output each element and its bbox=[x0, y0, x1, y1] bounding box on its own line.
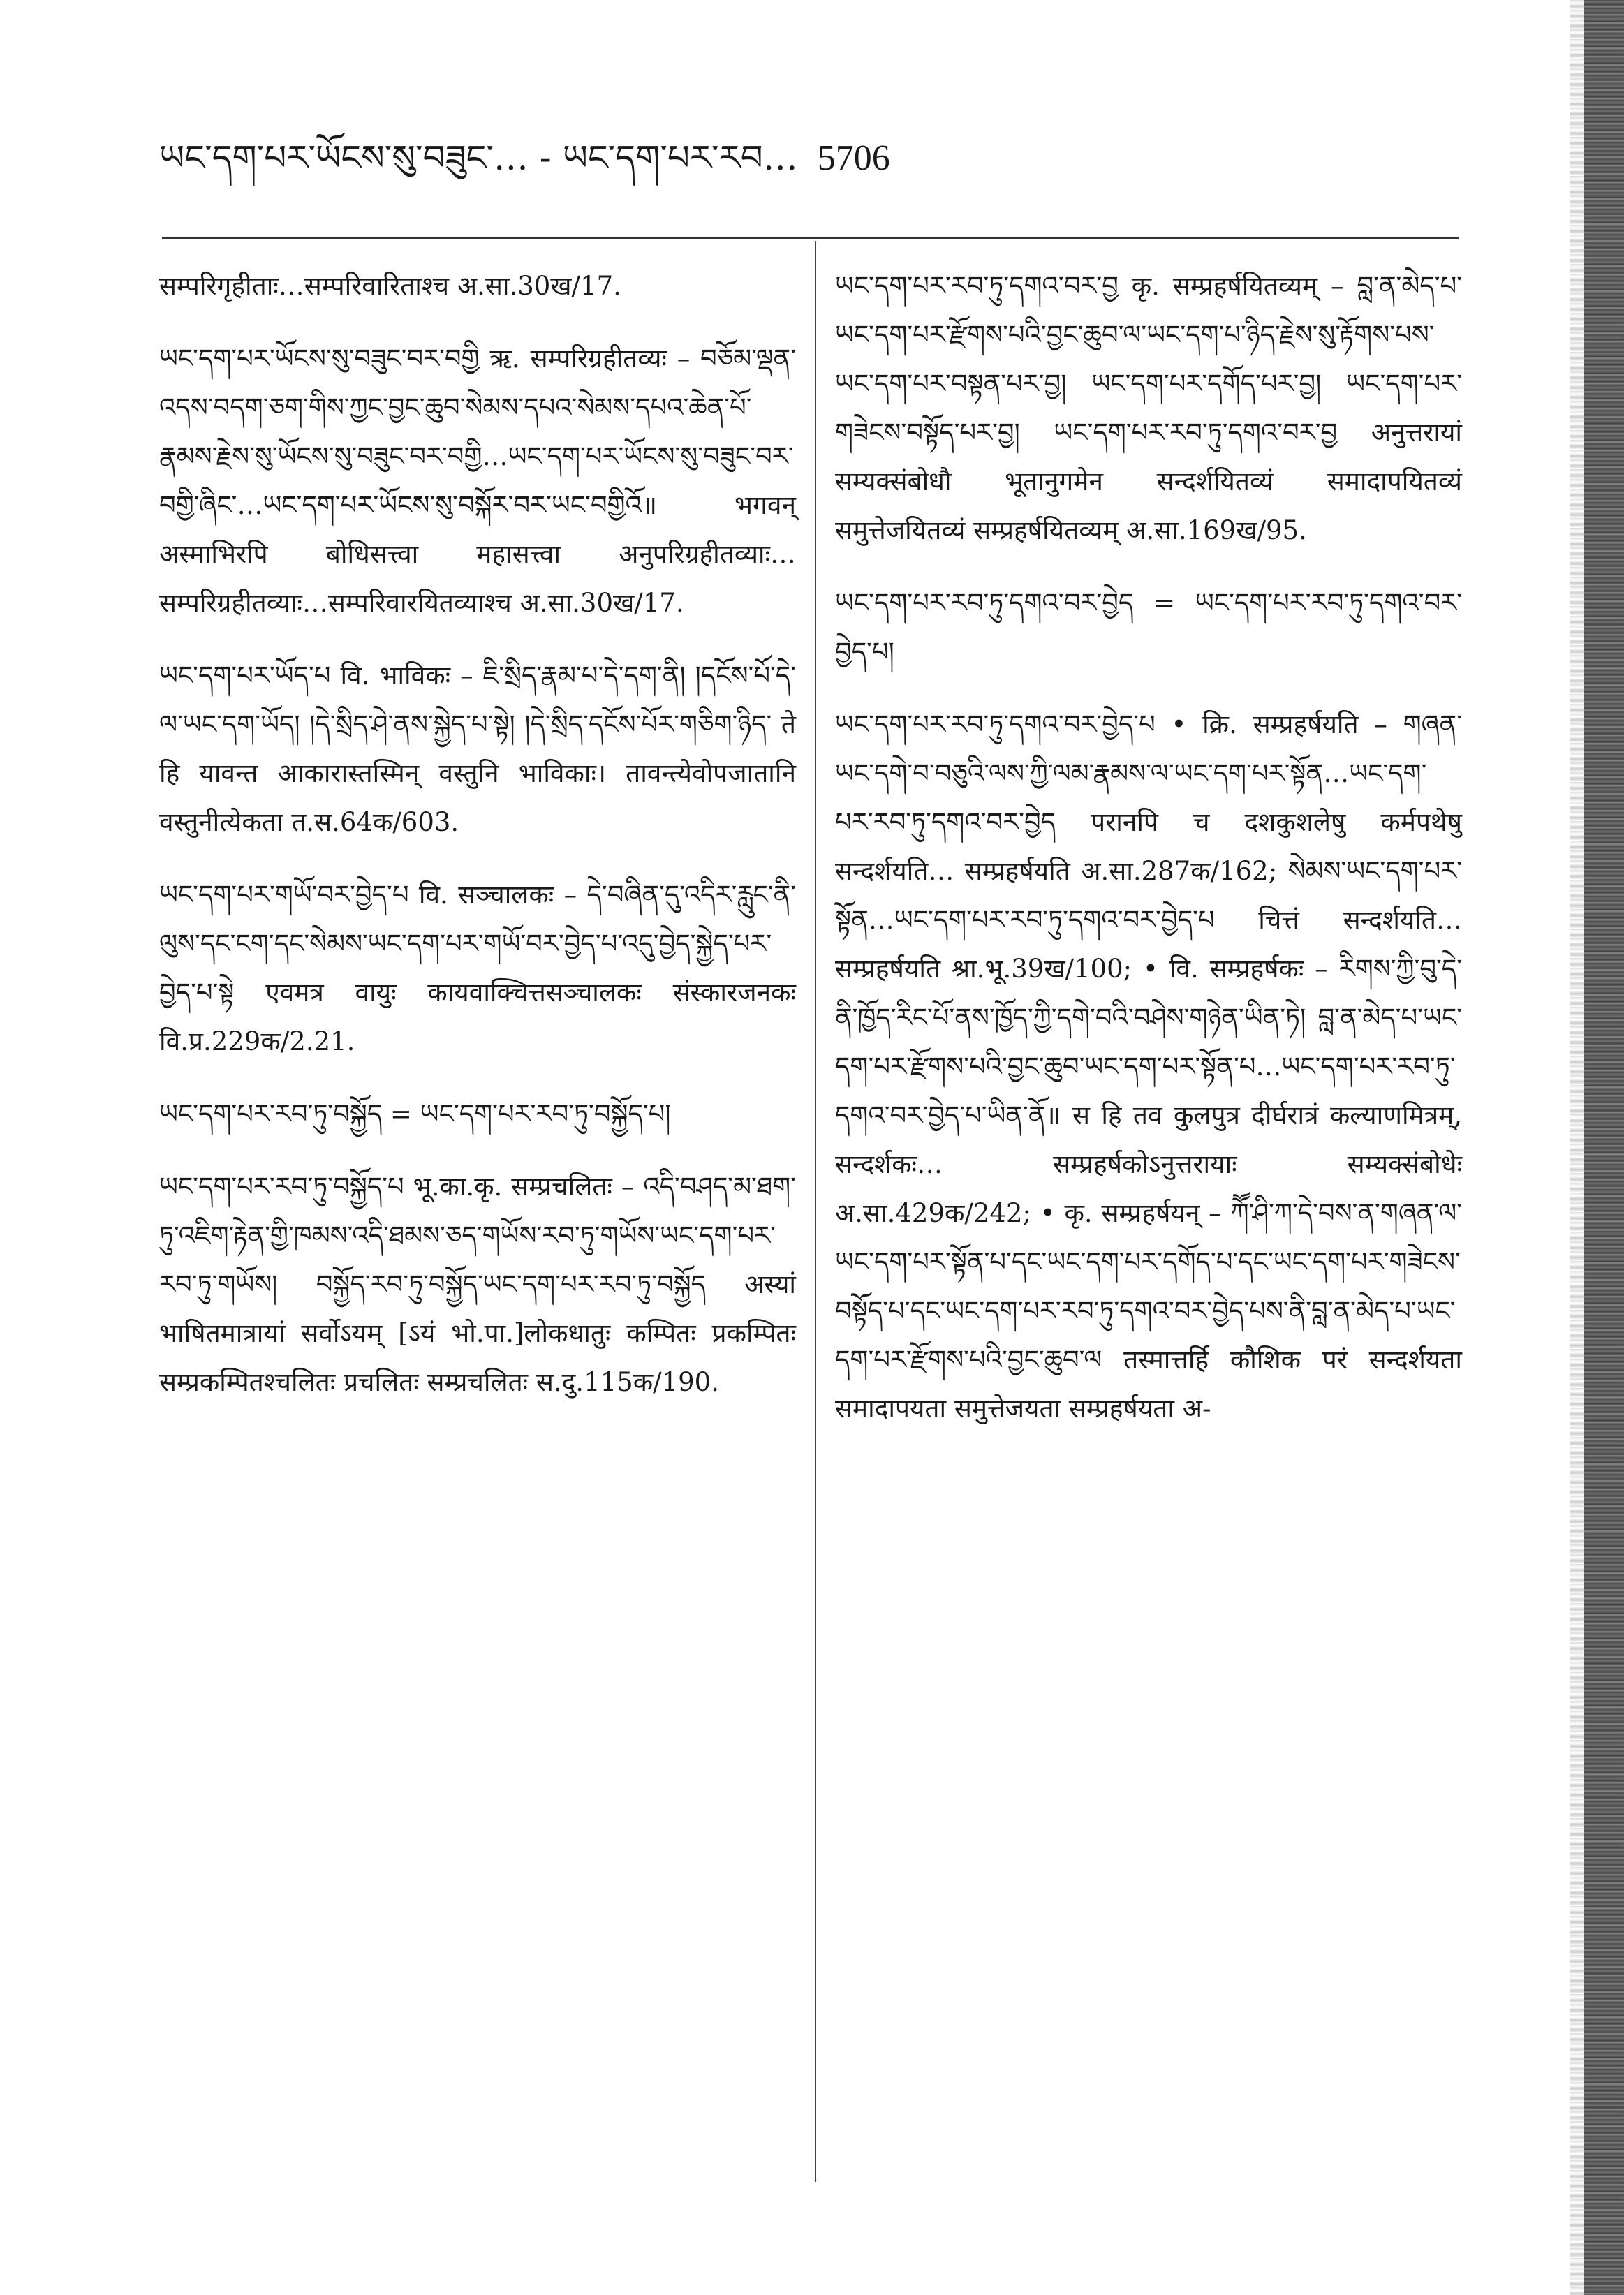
dictionary-entry: ཡང་དག་པར་ཡོད་པ वि. भाविकः – ཇི་སྲིད་རྣམ་པ་དེ་དག་ནི། །དངོས་པོ་དེ་ལ་ཡང་དག་ཡོད། །དེ་སྲིད་ཤེ་ནས་སྐྱེད་པ་སྟེ། །དེ་སྲིད་དངོས་པོར་གཅིག་ཉིད་ ते हि यावन्त आकारास्तस्मिन् वस्तुनि भाविकाः। तावन्त्येवोपजातानि वस्तुनीत्येकता त.स.64क/603. bbox=[159, 661, 796, 837]
right-column bbox=[835, 262, 1462, 1457]
dictionary-entry: ཡང་དག་པར་རབ་ཏུ་དགའ་བར་བྱེད = ཡང་དག་པར་རབ་ཏུ་དགའ་བར་བྱེད་པ། bbox=[835, 588, 1462, 667]
dictionary-entry: ཡང་དག་པར་རབ་ཏུ་དགའ་བར་བྱེད་པ • क्रि. सम्प्रहर्षयति – གཞན་ཡང་དགེ་བ་བཅུའི་ལས་ཀྱི་ལམ་རྣམས་ལ་ཡང་དག་པར་སྟོན…ཡང་དག་པར་རབ་ཏུ་དགའ་བར་བྱེད परानपि च दशकुशलेषु कर्मपथेषु सन्दर्शयति… सम्प्रहर्षयति अ.सा.287क/162; སེམས་ཡང་དག་པར་སྟོན…ཡང་དག་པར་རབ་ཏུ་དགའ་བར་བྱེད་པ चित्तं सन्दर्शयति… सम्प्रहर्षयति श्रा.भू.39ख/100; • वि. सम्प्रहर्षकः – རིགས་ཀྱི་བུ་དེ་ནི་ཁྱོད་རིང་པོ་ནས་ཁྱོད་ཀྱི་དགེ་བའི་བཤེས་གཉེན་ཡིན་ཏེ། བླ་ན་མེད་པ་ཡང་དག་པར་རྫོགས་པའི་བྱང་ཆུབ་ཡང་དག་པར་སྟོན་པ…ཡང་དག་པར་རབ་ཏུ་དགའ་བར་བྱེད་པ་ཡིན་ནོ॥ स हि तव कुलपुत्र दीर्घरात्रं कल्याणमित्रम्, सन्दर्शकः… सम्प्रहर्षकोऽनुत्तरायाः सम्यक्संबोधेः अ.सा.429क/242; • कृ. सम्प्रहर्षयन् – ཀཽ་ཤི་ཀ་དེ་བས་ན་གཞན་ལ་ཡང་དག་པར་སྟོན་པ་དང་ཡང་དག་པར་དགོད་པ་དང་ཡང་དག་པར་གཟེངས་བསྟོད་པ་དང་ཡང་དག་པར་རབ་ཏུ་དགའ་བར་བྱེད་པས་ནི་བླ་ན་མེད་པ་ཡང་དག་པར་རྫོགས་པའི་བྱང་ཆུབ་ལ तस्मात्तर्हि कौशिक परं सन्दर्शयता समादापयता समुत्तेजयता सम्प्रहर्षयता अ- bbox=[835, 709, 1462, 1424]
dictionary-entry: ཡང་དག་པར་ཡོངས་སུ་བཟུང་བར་བགྱི ऋ. सम्परिग्रहीतव्यः – བཅོམ་ལྡན་འདས་བདག་ཅག་གིས་ཀྱང་བྱང་ཆུབ་སེམས་དཔའ་སེམས་དཔའ་ཆེན་པོ་རྣམས་རྗེས་སུ་ཡོངས་སུ་བཟུང་བར་བགྱི…ཡང་དག་པར་ཡོངས་སུ་བཟུང་བར་བགྱི་ཞིང་…ཡང་དག་པར་ཡོངས་སུ་བསྐོར་བར་ཡང་བགྱིའོ॥ भगवन् अस्माभिरपि बोधिसत्त्वा महासत्त्वा अनुपरिग्रहीतव्याः…सम्परिग्रहीतव्याः…सम्परिवारयितव्याश्च अ.सा.30ख/17. bbox=[159, 344, 796, 618]
header-rule bbox=[162, 237, 1459, 239]
left-column bbox=[159, 262, 796, 1431]
book-binding-edge bbox=[1584, 0, 1624, 2295]
dictionary-entry: सम्परिगृहीताः…सम्परिवारिताश्च अ.सा.30ख/17. bbox=[159, 271, 621, 301]
header-text: ཡང་དག་པར་ཡོངས་སུ་བཟུང་… - ཡང་དག་པར་རབ… bbox=[159, 138, 798, 178]
dictionary-entry: ཡང་དག་པར་གཡོ་བར་བྱེད་པ वि. सञ्चालकः – དེ་བཞིན་དུ་འདིར་རླུང་ནི་ལུས་དང་ངག་དང་སེམས་ཡང་དག་པར་གཡོ་བར་བྱེད་པ་འདུ་བྱེད་སྐྱེད་པར་བྱེད་པ་སྟེ एवमत्र वायुः कायवाक्चित्तसञ्चालकः संस्कारजनकः वि.प्र.229क/2.21. bbox=[159, 880, 796, 1056]
running-header bbox=[159, 137, 1346, 179]
dictionary-entry: ཡང་དག་པར་རབ་ཏུ་དགའ་བར་བྱ कृ. सम्प्रहर्षयितव्यम् – བླ་ན་མེད་པ་ཡང་དག་པར་རྫོགས་པའི་བྱང་ཆུབ་ལ་ཡང་དག་པ་ཉིད་རྗེས་སུ་རྟོགས་པས་ཡང་དག་པར་བསྟན་པར་བྱ། ཡང་དག་པར་དགོད་པར་བྱ། ཡང་དག་པར་གཟེངས་བསྟོད་པར་བྱ། ཡང་དག་པར་རབ་ཏུ་དགའ་བར་བྱ अनुत्तरायां सम्यक्संबोधौ भूतानुगमेन सन्दर्शयितव्यं समादापयितव्यं समुत्तेजयितव्यं सम्प्रहर्षयितव्यम् अ.सा.169ख/95. bbox=[835, 271, 1462, 545]
page-number: 5706 bbox=[817, 138, 890, 178]
column-divider bbox=[815, 241, 816, 2182]
scan-margin-noise bbox=[1570, 0, 1584, 2295]
dictionary-entry: ཡང་དག་པར་རབ་ཏུ་བསྐྱོད = ཡང་དག་པར་རབ་ཏུ་བསྐྱོད་པ། bbox=[159, 1099, 671, 1129]
dictionary-entry: ཡང་དག་པར་རབ་ཏུ་བསྐྱོད་པ भू.का.कृ. सम्प्रचलितः – འདི་བཤད་མ་ཐག་ཏུ་འཇིག་རྟེན་གྱི་ཁམས་འདི་ཐམས་ཅད་གཡོས་རབ་ཏུ་གཡོས་ཡང་དག་པར་རབ་ཏུ་གཡོས། བསྐྱོད་རབ་ཏུ་བསྐྱོད་ཡང་དག་པར་རབ་ཏུ་བསྐྱོད अस्यां भाषितमात्रायां सर्वोऽयम् [ऽयं भो.पा.]लोकधातुः कम्पितः प्रकम्पितः सम्प्रकम्पितश्चलितः प्रचलितः सम्प्रचलितः स.दु.115क/190. bbox=[159, 1172, 796, 1397]
